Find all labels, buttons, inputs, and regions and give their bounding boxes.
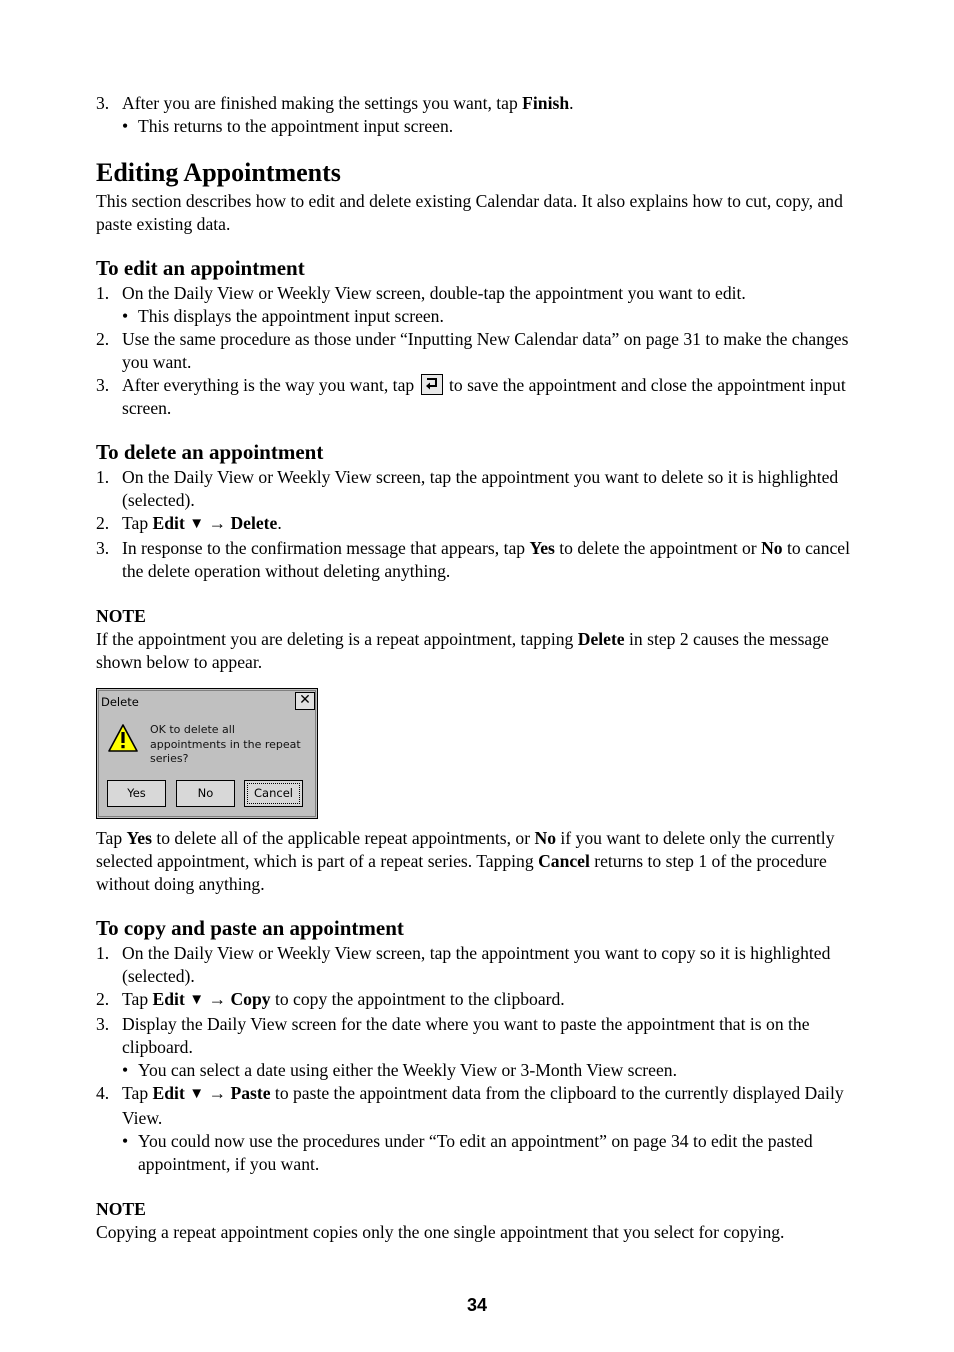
page-number: 34 bbox=[466, 1295, 488, 1315]
no-button[interactable]: No bbox=[176, 780, 235, 807]
dropdown-arrow-icon: ▼ bbox=[189, 516, 205, 532]
list-item: 4. Tap Edit ▼ → Paste to paste the appointment data from the clipboard to the currently displayed Daily View. • You could now use the procedures under “To edit an appointment” on page 34 to edit the pasted appointment, if you want. bbox=[96, 1082, 860, 1176]
dialog-message: OK to delete all appointments in the repeat series? bbox=[150, 723, 301, 765]
note-heading: NOTE bbox=[96, 606, 146, 626]
bullet-item: • This displays the appointment input screen. bbox=[122, 306, 444, 326]
note-text: If the appointment you are deleting is a repeat appointment, tapping Delete in step 2 causes the message shown below to appear. bbox=[96, 629, 829, 672]
cancel-button[interactable]: Cancel bbox=[244, 780, 303, 807]
list-item: 1. On the Daily View or Weekly View screen, tap the appointment you want to copy so it is highlighted (selected). bbox=[96, 943, 831, 986]
list-item: 3. In response to the confirmation message that appears, tap Yes to delete the appointment or No to cancel the delete operation without deleting anything. bbox=[96, 538, 850, 581]
list-item: 3. After everything is the way you want, tap to save the appointment and close the appointment input screen. bbox=[96, 375, 846, 418]
list-item: 2. Use the same procedure as those under “Inputting New Calendar data” on page 31 to make the changes you want. bbox=[96, 329, 849, 372]
dialog-title: Delete bbox=[99, 691, 315, 713]
after-dialog-text: Tap Yes to delete all of the applicable repeat appointments, or No if you want to delete only the currently selected appointment, which is part of a repeat series. Tapping Cancel returns to step 1 of the procedure without doing anything. bbox=[96, 828, 835, 894]
finish-term: Finish bbox=[522, 93, 570, 113]
edit-heading: To edit an appointment bbox=[96, 256, 305, 280]
list-item: 3. Display the Daily View screen for the date where you want to paste the appointment that is on the clipboard. • You can select a date using either the Weekly View or 3-Month View screen. bbox=[96, 1013, 860, 1082]
yes-button[interactable]: Yes bbox=[107, 780, 166, 807]
dropdown-arrow-icon: ▼ bbox=[189, 1086, 205, 1102]
section-intro: This section describes how to edit and delete existing Calendar data. It also explains how to cut, copy, and paste existing data. bbox=[96, 191, 843, 234]
ok-return-icon bbox=[421, 374, 443, 395]
list-item: 1. On the Daily View or Weekly View screen, tap the appointment you want to delete so it is highlighted (selected). bbox=[96, 467, 839, 510]
copy-heading: To copy and paste an appointment bbox=[96, 916, 404, 940]
dropdown-arrow-icon: ▼ bbox=[189, 992, 205, 1008]
delete-dialog bbox=[96, 688, 318, 819]
list-item: 2. Tap Edit ▼ → Delete. bbox=[96, 513, 282, 533]
page-title: Editing Appointments bbox=[96, 158, 341, 187]
edit-steps bbox=[96, 282, 860, 420]
intro-steps bbox=[96, 92, 860, 138]
step-number: 3. bbox=[96, 93, 110, 113]
delete-steps bbox=[96, 466, 860, 583]
bullet-item: • You can select a date using either the Weekly View or 3-Month View screen. bbox=[122, 1060, 677, 1080]
note-text: Copying a repeat appointment copies only the one single appointment that you select for copying. bbox=[96, 1222, 785, 1242]
page-body bbox=[96, 92, 860, 1244]
copy-steps bbox=[96, 942, 860, 1176]
delete-heading: To delete an appointment bbox=[96, 440, 324, 464]
bullet-item: • You could now use the procedures under “To edit an appointment” on page 34 to edit the pasted appointment, if you want. bbox=[122, 1131, 813, 1174]
warning-icon bbox=[107, 723, 139, 760]
list-item: 1. On the Daily View or Weekly View screen, double-tap the appointment you want to edit. • This displays the appointment input screen. bbox=[96, 282, 860, 328]
close-icon[interactable]: ✕ bbox=[295, 692, 315, 710]
list-item: 3. After you are finished making the settings you want, tap Finish. • This returns to the appointment input screen. bbox=[96, 92, 860, 138]
focus-ring bbox=[247, 783, 300, 804]
note-heading: NOTE bbox=[96, 1199, 146, 1219]
list-item: 2. Tap Edit ▼ → Copy to copy the appointment to the clipboard. bbox=[96, 989, 565, 1009]
bullet-item: • This returns to the appointment input screen. bbox=[122, 116, 454, 136]
